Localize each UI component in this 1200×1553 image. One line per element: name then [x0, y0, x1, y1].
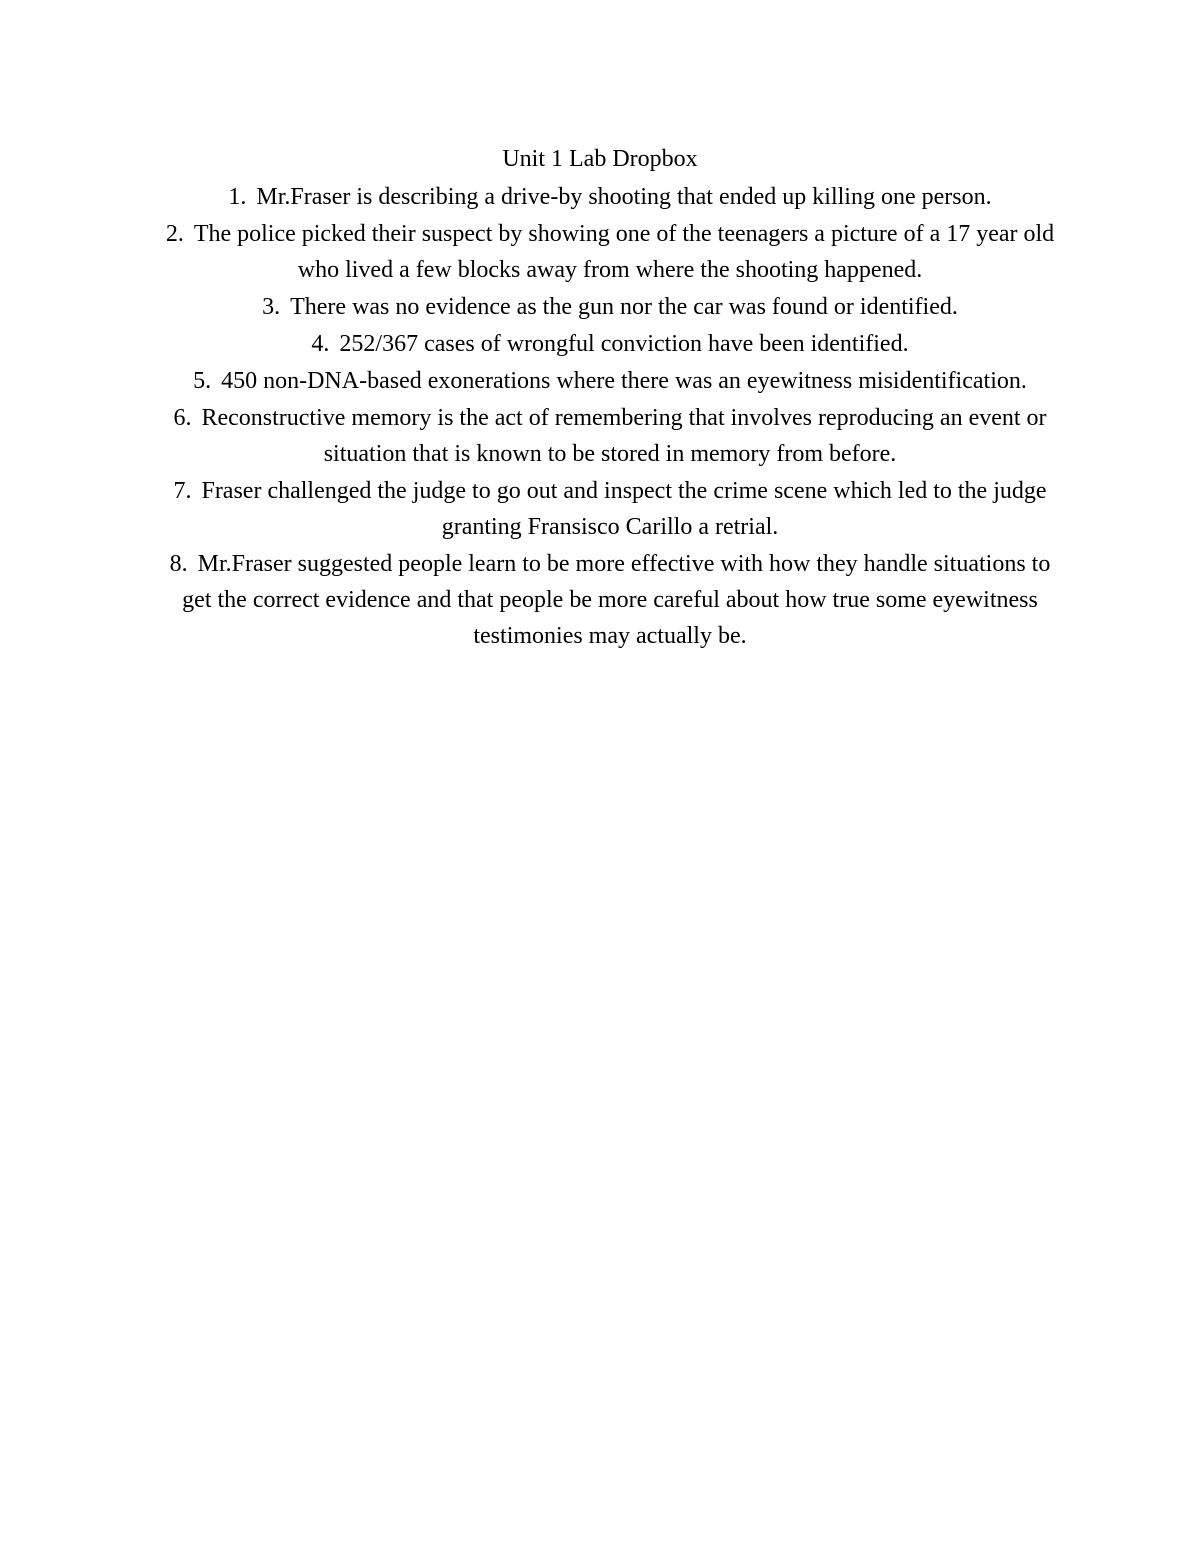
item-text: Reconstructive memory is the act of remembering that involves reproducing an event or situation that is known to be stored in memory from before.	[201, 405, 1047, 467]
item-text: 252/367 cases of wrongful conviction have been identified.	[339, 331, 909, 357]
answer-list	[160, 179, 1060, 655]
item-number: 8.	[169, 551, 188, 577]
item-number: 5.	[193, 368, 212, 394]
item-text: Mr.Fraser suggested people learn to be more effective with how they handle situations to get the correct evidence and that people be more careful about how true some eyewitness testimonies may actually be.	[182, 551, 1051, 649]
document-title: Unit 1 Lab Dropbox	[502, 146, 698, 172]
item-number: 3.	[262, 294, 281, 320]
item-number: 1.	[228, 184, 247, 210]
item-number: 6.	[173, 405, 192, 431]
item-number: 7.	[173, 478, 192, 504]
list-item	[160, 289, 1060, 325]
list-item	[160, 363, 1060, 399]
item-text: Mr.Fraser is describing a drive-by shooting that ended up killing one person.	[256, 184, 992, 210]
item-text: The police picked their suspect by showing one of the teenagers a picture of a 17 year old who lived a few blocks away from where the shooting happened.	[193, 221, 1055, 283]
item-number: 2.	[165, 221, 184, 247]
item-number: 4.	[311, 331, 330, 357]
item-text: Fraser challenged the judge to go out and inspect the crime scene which led to the judge granting Fransisco Carillo a retrial.	[201, 478, 1047, 540]
list-item	[160, 400, 1060, 472]
list-item	[160, 326, 1060, 362]
list-item	[160, 546, 1060, 654]
item-text: There was no evidence as the gun nor the car was found or identified.	[290, 294, 958, 320]
item-text: 450 non-DNA-based exonerations where there was an eyewitness misidentification.	[221, 368, 1027, 394]
list-item	[160, 216, 1060, 288]
list-item	[160, 179, 1060, 215]
list-item	[160, 473, 1060, 545]
